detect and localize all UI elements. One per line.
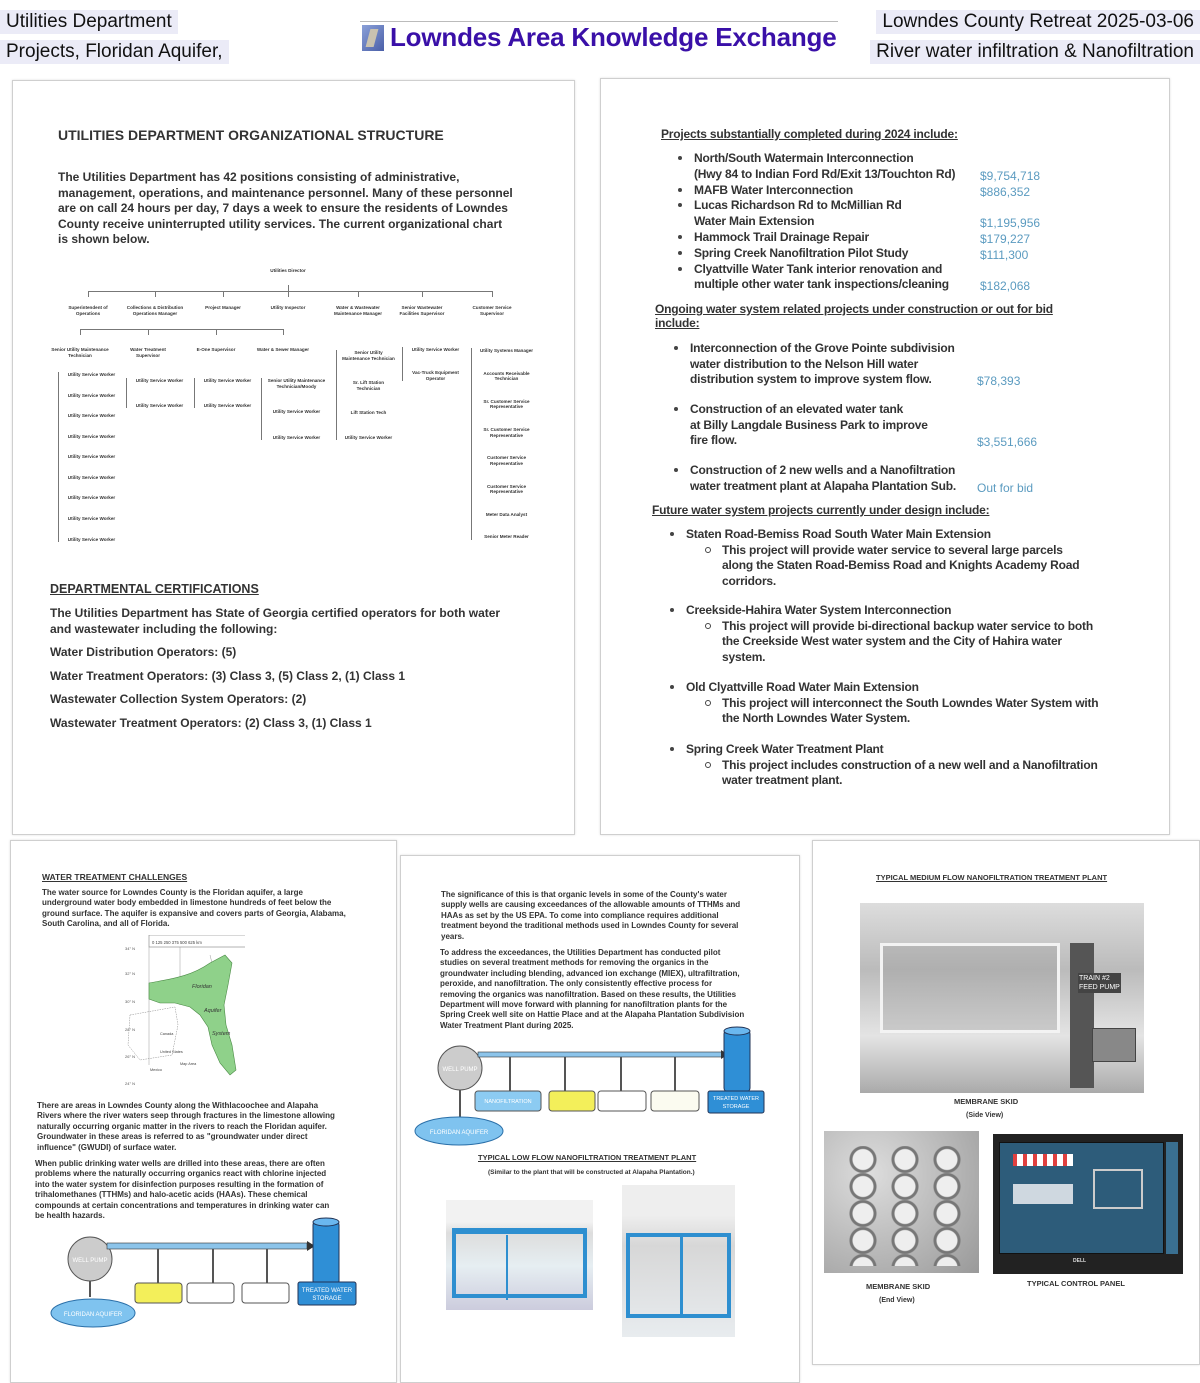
org-position: Utility Service Worker: [67, 433, 116, 439]
nanofiltration-label: NANOFILTRATION: [484, 1099, 532, 1105]
project-name: multiple other water tank inspections/cleaning: [694, 277, 949, 292]
map-label: Canada: [160, 1032, 174, 1036]
org-list: [471, 348, 537, 540]
org-position: Water & Sewer Manager: [256, 347, 310, 352]
org-position: Utility Service Worker: [272, 434, 321, 440]
text-line: Groundwater in these areas is referred to as "groundwater under direct: [37, 1132, 308, 1142]
org-position: Water & Wastewater Maintenance Manager: [334, 305, 382, 316]
org-connector: [288, 291, 289, 297]
project-name: Spring Creek Water Treatment Plant: [686, 742, 884, 756]
lat-label: 30° N: [125, 999, 136, 1004]
lat-label: 32° N: [125, 971, 136, 976]
org-position: Water Treatment Supervisor: [130, 347, 166, 358]
org-position: Superintendent of Operations: [68, 305, 108, 316]
text-line: Water Treatment Plant during 2025.: [440, 1020, 574, 1030]
nanofiltration-flow-diagram: [413, 1025, 773, 1150]
well-pump-label: WELL PUMP: [442, 1067, 478, 1073]
project-description: This project will provide bi-directional backup water service to both: [722, 619, 1093, 633]
header-subject: River water infiltration & Nanofiltration: [870, 40, 1200, 64]
aquifer-region: [149, 955, 236, 1075]
project-name: Spring Creek Nanofiltration Pilot Study: [694, 245, 909, 260]
cert-item: Wastewater Collection System Operators: (2): [50, 692, 307, 706]
bullet-icon: [678, 188, 682, 192]
intro-paragraph: [58, 170, 513, 248]
project-amount: $1,195,956: [980, 216, 1041, 231]
text-line: ground surface. The aquifer is expansive and covers parts of Georgia, Alabama,: [42, 908, 346, 918]
cert-item: Water Treatment Operators: (3) Class 3, (5) Class 2, (1) Class 1: [50, 669, 406, 683]
org-connector: [223, 291, 224, 297]
text-line: supply wells are causing exceedances of the allowable amounts of TTHMs and: [441, 900, 741, 910]
org-position: Utility Service Worker: [135, 402, 184, 408]
org-position: Collections & Distribution Operations Manager: [126, 305, 184, 316]
project-name: North/South Watermain Interconnection: [694, 151, 914, 165]
map-label: Mexico: [150, 1068, 163, 1072]
org-position: Senior Utility Maintenance Technician/Moody: [267, 378, 326, 389]
project-amount: $179,227: [980, 232, 1031, 246]
text-line: management, operations, and maintenance personnel. Many of these personnel: [58, 185, 513, 200]
org-director: Utilities Director: [270, 268, 306, 273]
storage-label: TREATED WATER: [301, 1288, 353, 1294]
org-connector: [80, 329, 284, 330]
text-line: To address the exceedances, the Utilities Department has conducted pilot: [440, 948, 721, 957]
org-position: Utility Service Worker: [67, 454, 116, 460]
org-connector: [148, 329, 149, 335]
text-line: is shown below.: [58, 232, 150, 246]
org-position: Senior Wastewater Facilities Supervisor: [399, 305, 445, 316]
end-view-caption: (End View): [879, 1297, 915, 1304]
org-position: Utility Service Worker: [67, 372, 116, 377]
org-list: [58, 372, 120, 542]
org-list: [126, 378, 188, 408]
ongoing-heading: include:: [655, 316, 700, 330]
page-title: UTILITIES DEPARTMENT ORGANIZATIONAL STRUCTURE: [58, 127, 444, 143]
project-amount: $3,551,666: [977, 435, 1038, 449]
org-position: Senior Meter Reader: [484, 534, 529, 540]
org-connector: [358, 291, 359, 297]
bullet-icon: [674, 346, 678, 350]
text-line: into the water system for disinfection purposes resulting in the formation of: [35, 1179, 324, 1189]
org-list: [194, 378, 256, 408]
org-position: Utility Service Worker: [135, 378, 184, 383]
org-connector: [216, 329, 217, 335]
text-line: peroxide, and nanofiltration. The only consistently effective process for: [440, 979, 713, 989]
org-position: Customer Service Representative: [486, 483, 527, 495]
membrane-skid-end-photo: [824, 1131, 979, 1273]
project-name: MAFB Water Interconnection: [694, 182, 854, 197]
map-label: Floridan: [192, 984, 212, 990]
org-position: Sr. Lift Station Technician: [352, 380, 385, 391]
project-description: system.: [722, 649, 766, 664]
project-name: Creekside-Hahira Water System Interconnection: [686, 603, 952, 617]
bullet-icon: [678, 156, 682, 160]
text-line: Department will move forward with planning for nanofiltration plants for the: [440, 1000, 728, 1010]
project-name: Old Clyattville Road Water Main Extension: [686, 680, 919, 694]
text-line: studies on several treatment methods for removing the organics in the: [440, 958, 709, 968]
feed-pump-sign: [1078, 973, 1121, 993]
treatment-flow-diagram: [45, 1215, 365, 1330]
storage-label: STORAGE: [312, 1296, 342, 1302]
certifications-heading: DEPARTMENTAL CERTIFICATIONS: [50, 582, 259, 596]
project-amount: $182,068: [980, 279, 1031, 294]
text-line: and wastewater including the following:: [50, 621, 278, 636]
org-position: Project Manager: [205, 305, 241, 310]
project-name: Staten Road-Bemiss Road South Water Main Extension: [686, 527, 991, 541]
site-title: Lowndes Area Knowledge Exchange: [390, 22, 837, 52]
sub-bullet-icon: [705, 700, 711, 706]
project-amount: $78,393: [977, 374, 1021, 388]
cert-item: Wastewater Treatment Operators: (2) Class 3, (1) Class 1: [50, 716, 372, 730]
project-description: This project includes construction of a new well and a Nanofiltration: [722, 758, 1098, 772]
text-line: HAAs as set by the US EPA. To come into compliance requires additional: [441, 910, 719, 920]
org-position: Utility Service Worker: [411, 347, 460, 352]
gwudi-paragraph: [37, 1101, 335, 1153]
org-connector: [80, 329, 81, 335]
low-flow-plant-subtitle: (Similar to the plant that will be constructed at Alapaha Plantation.): [488, 1169, 695, 1176]
low-flow-plant-photo-2: [622, 1185, 735, 1337]
org-position: Customer Service Supervisor: [472, 305, 512, 316]
text-line: problems where the naturally occurring organics react with chlorine injected: [35, 1169, 327, 1179]
map-label: System: [212, 1031, 231, 1037]
aquifer-paragraph: [42, 888, 346, 930]
cert-item: Water Distribution Operators: (5): [50, 645, 237, 659]
header-event: Lowndes County Retreat 2025-03-06: [876, 10, 1200, 34]
project-description: water treatment plant.: [722, 773, 843, 788]
header-topic-2: Projects, Floridan Aquifer,: [0, 40, 229, 64]
bullet-icon: [670, 532, 674, 536]
project-amount: $111,300: [980, 247, 1029, 262]
future-heading: Future water system projects currently under design include:: [652, 503, 990, 517]
sign-line: FEED PUMP: [1079, 984, 1120, 991]
org-position: Senior Utility Maintenance Technician: [342, 350, 395, 361]
text-line: The Utilities Department has 42 positions consisting of administrative,: [58, 170, 460, 184]
org-connector: [88, 291, 492, 292]
org-connector: [422, 291, 423, 297]
org-position: Utility Service Worker: [67, 515, 116, 521]
text-line: The water source for Lowndes County is the Floridan aquifer, a large: [42, 888, 303, 897]
tthm-paragraph: [35, 1159, 329, 1221]
storage-label: TREATED WATER: [712, 1096, 760, 1102]
bullet-icon: [674, 468, 678, 472]
project-name: water treatment plant at Alapaha Plantation Sub.: [690, 478, 957, 493]
org-position: Lift Station Tech: [350, 410, 387, 415]
project-name: Interconnection of the Grove Pointe subdivision: [690, 341, 955, 355]
org-position: Meter Data Analyst: [485, 511, 528, 517]
org-position: Utility Inspector: [270, 305, 306, 310]
org-position: Vac-Truck Equipment Operator: [412, 370, 459, 381]
text-line: South Carolina, and all of Florida.: [42, 919, 170, 929]
org-position: Utility Service Worker: [203, 378, 252, 383]
project-description: This project will provide water service to several large parcels: [722, 543, 1063, 557]
project-name: Construction of an elevated water tank: [690, 402, 904, 416]
org-position: Utility Service Worker: [67, 495, 116, 501]
storage-label: STORAGE: [722, 1104, 750, 1110]
text-line: treatment beyond the traditional methods used in Lowndes County for several: [441, 921, 739, 931]
project-name: distribution system to improve system flow.: [690, 372, 932, 386]
project-description: This project will interconnect the South Lowndes Water System with: [722, 696, 1099, 710]
project-name: Lucas Richardson Rd to McMillian Rd: [694, 198, 902, 213]
project-description: the Creekside West water system and the City of Hahira water: [722, 634, 1062, 649]
org-position: Sr. Customer Service Representative: [483, 398, 530, 410]
low-flow-plant-heading: TYPICAL LOW FLOW NANOFILTRATION TREATMENT PLANT: [478, 1153, 697, 1162]
project-name: Hammock Trail Drainage Repair: [694, 230, 869, 244]
org-position: Senior Utility Maintenance Technician: [51, 347, 109, 358]
org-position: Utility Service Worker: [67, 413, 116, 419]
org-position: Sr. Customer Service Representative: [483, 427, 530, 438]
org-connector: [88, 291, 89, 297]
certifications-intro: [50, 606, 500, 637]
text-line: influence" (GWUDI) of surface water.: [37, 1142, 177, 1152]
project-amount: $886,352: [980, 184, 1031, 199]
membrane-skid-caption: MEMBRANE SKID: [954, 1097, 1019, 1106]
membrane-skid-side-photo: [860, 903, 1144, 1093]
org-connector: [155, 291, 156, 297]
text-line: There are areas in Lowndes County along the Withlacoochee and Alapaha: [37, 1101, 319, 1110]
text-line: be health hazards.: [35, 1211, 105, 1221]
org-position: Utility Systems Manager: [479, 348, 534, 353]
map-label: United States: [160, 1050, 183, 1054]
project-name: Construction of 2 new wells and a Nanofiltration: [690, 463, 956, 477]
side-view-caption: (Side View): [966, 1112, 1004, 1119]
completed-heading: Projects substantially completed during 2024 include:: [661, 127, 958, 141]
text-line: County receive uninterrupted utility services. The current organizational chart: [58, 216, 503, 231]
org-position: Utility Service Worker: [67, 536, 116, 542]
map-label: Aquifer: [204, 1008, 222, 1014]
sub-bullet-icon: [705, 623, 711, 629]
map-scale: 0 125 250 375 500 625 km: [152, 940, 202, 945]
membrane-skid-caption: MEMBRANE SKID: [866, 1282, 931, 1291]
low-flow-plant-photo-1: [446, 1200, 593, 1310]
lat-label: 28° N: [125, 1027, 136, 1032]
text-line: underground water body embedded in limestone hundreds of feet below the: [42, 898, 332, 908]
text-line: removing the organics was nanofiltration. Based on these results, the Utilities: [440, 989, 737, 999]
lat-label: 34° N: [125, 946, 136, 951]
floridan-aquifer-map: [120, 935, 245, 1095]
project-description: the North Lowndes Water System.: [722, 711, 911, 726]
text-line: Rivers where the river waters seep through fractures in the limestone allowing: [37, 1111, 335, 1121]
org-list: [261, 378, 327, 440]
org-position: Utility Service Worker: [203, 402, 252, 408]
challenges-heading: WATER TREATMENT CHALLENGES: [42, 872, 188, 882]
ongoing-heading: Ongoing water system related projects under construction or out for bid: [655, 302, 1053, 316]
org-position: E-One Supervisor: [196, 347, 236, 352]
text-line: years.: [441, 931, 465, 941]
text-line: groundwater including blending, advanced ion exchange (MIEX), ultrafiltration,: [440, 968, 740, 978]
bullet-icon: [678, 235, 682, 239]
aquifer-label: FLORIDAN AQUIFER: [63, 1312, 123, 1318]
org-connector: [492, 291, 493, 297]
org-position: Utility Service Worker: [272, 409, 321, 414]
project-amount: Out for bid: [977, 480, 1034, 495]
aquifer-label: FLORIDAN AQUIFER: [429, 1130, 489, 1136]
significance-paragraph: [441, 890, 740, 942]
sub-bullet-icon: [705, 547, 711, 553]
lat-label: 24° N: [125, 1081, 136, 1086]
header-topic-1: Utilities Department: [0, 10, 178, 34]
org-position: Utility Service Worker: [67, 392, 116, 398]
org-position: Utility Service Worker: [344, 434, 393, 440]
project-description: along the Staten Road-Bemiss Road and Knights Academy Road: [722, 558, 1080, 573]
bullet-icon: [674, 407, 678, 411]
text-line: When public drinking water wells are drilled into these areas, there are often: [35, 1159, 325, 1168]
text-line: The significance of this is that organic levels in some of the County's water: [441, 890, 727, 899]
bullet-icon: [670, 608, 674, 612]
map-label: Map Area: [180, 1062, 197, 1066]
bullet-icon: [678, 251, 682, 255]
medium-flow-plant-heading: TYPICAL MEDIUM FLOW NANOFILTRATION TREATMENT PLANT: [876, 873, 1108, 882]
org-position: Utility Service Worker: [67, 474, 116, 480]
bullet-icon: [670, 747, 674, 751]
text-line: trihalomethanes (TTHMs) and halo-acetic acids (HAAs). These chemical: [35, 1190, 308, 1200]
org-list: [402, 347, 464, 381]
pilot-study-paragraph: [440, 948, 744, 1031]
project-name: Clyattville Water Tank interior renovation and: [694, 261, 943, 276]
text-line: compounds at certain concentrations and temperatures in drinking water can: [35, 1200, 330, 1210]
project-name: at Billy Langdale Business Park to improve: [690, 417, 928, 432]
lat-label: 26° N: [125, 1054, 136, 1059]
project-name: fire flow.: [690, 433, 737, 447]
control-panel-photo: [993, 1134, 1183, 1274]
lake-logo-icon: [362, 25, 384, 51]
org-list: [336, 350, 396, 440]
text-line: Spring Creek well site on Hattie Place and at the Alapaha Plantation Subdivision: [440, 1010, 745, 1020]
text-line: The Utilities Department has State of Georgia certified operators for both water: [50, 606, 501, 620]
text-line: naturally occurring organic matter in the rivers to reach the Floridan aquifer.: [37, 1121, 327, 1131]
sub-bullet-icon: [705, 762, 711, 768]
org-connector: [283, 329, 284, 335]
monitor-brand: DELL: [1073, 1258, 1087, 1264]
sign-line: TRAIN #2: [1079, 975, 1110, 982]
project-amount: $9,754,718: [980, 168, 1041, 183]
project-description: corridors.: [722, 573, 777, 588]
project-name: Water Main Extension: [694, 214, 815, 229]
control-panel-caption: TYPICAL CONTROL PANEL: [1027, 1279, 1125, 1288]
well-pump-label: WELL PUMP: [72, 1258, 108, 1264]
text-line: are on call 24 hours per day, 7 days a week to ensure the residents of Lowndes: [58, 201, 508, 215]
bullet-icon: [678, 267, 682, 271]
org-position: Accounts Receivable Technician: [483, 370, 530, 382]
org-position: Customer Service Representative: [486, 455, 527, 466]
site-logo-link[interactable]: [360, 21, 838, 53]
bullet-icon: [670, 685, 674, 689]
project-name: water distribution to the Nelson Hill water: [690, 356, 919, 371]
project-name: (Hwy 84 to Indian Ford Rd/Exit 13/Touchton Rd): [694, 166, 956, 181]
